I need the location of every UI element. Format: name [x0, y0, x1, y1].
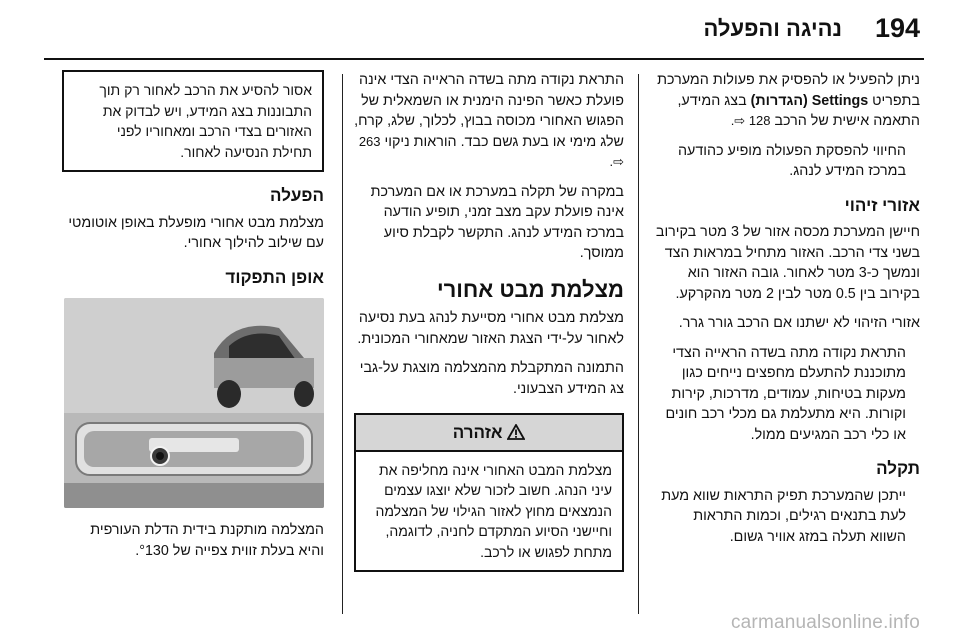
paragraph: ניתן להפעיל או להפסיק את פעולות המערכת בתפריט Settings (הגדרות) בצג המידע, התאמה אישית של הרכב 128 ⇨.	[657, 72, 920, 129]
paragraph: המצלמה מותקנת בידית הדלת העורפית והיא בעלת זווית צפייה של °130.	[90, 522, 324, 559]
paragraph: ייתכן שהמערכת תפיק התראות שווא מעת לעת בתנאים רגילים, וכמות התראות השווא תעלה במזג אוויר גשום.	[661, 487, 906, 545]
page-reference-link[interactable]: 263 ⇨.	[358, 133, 624, 169]
section-heading-detection-zones: אזורי זיהוי	[844, 195, 920, 215]
settings-term: Settings (הגדרות)	[750, 92, 869, 109]
warning-header	[356, 415, 622, 452]
paragraph: התראת נקודה מתה בשדה הראייה הצדי מתוכננת להתעלם מחפצים נייחים כגון מעקות בטיחות, עמודים, מדרכות, קירות וקורות. היא מתעלמת גם מכלי רכב חונים או כלי רכב המגיעים ממול.	[665, 344, 906, 443]
section-heading-position: אופן התפקוד	[225, 267, 324, 287]
section-heading-rear-camera: מצלמת מבט אחורי	[436, 276, 624, 302]
middle-column	[354, 70, 624, 572]
paragraph: אזורי הזיהוי לא ישתנו אם הרכב גורר גרר.	[678, 315, 920, 331]
section-heading-fault: תקלה	[876, 459, 920, 478]
header-rule	[44, 58, 924, 60]
paragraph: מצלמת מבט אחורי מסייעת לנהג בעת נסיעה לאחור על-ידי הצגת האזור שמאחורי המכונית.	[357, 310, 624, 347]
paragraph: במקרה של תקלה במערכת או אם המערכת אינה פועלת עקב מצב זמני, תופיע הודעה במרכז המידע לנהג. התקשר לקבלת סיוע ממוסך.	[370, 183, 624, 261]
page-number: 194	[874, 13, 920, 43]
paragraph: חיישן המערכת מכסה אזור של 3 מטר בקירוב בשני צדי הרכב. האזור מתחיל במראות הצד ונמשך כ-3 מטר לאחור. גובה האזור הוא בקירוב בין 0.5 מטר לבין 2 מטר מהקרקע.	[655, 224, 920, 302]
note-box: אסור להסיע את הרכב לאחור רק תוך התבוננות בצג המידע, ויש לבדוק את האזורים בצדי הרכב ומאחוריו לפני תחילת הנסיעה לאחור.	[62, 70, 324, 172]
right-column	[654, 70, 920, 556]
page-header	[0, 0, 960, 60]
paragraph: החיווי להפסקת הפעולה מופיע כהודעה במרכז המידע לנהג.	[677, 142, 906, 179]
left-column	[62, 70, 324, 570]
column-divider-right	[638, 74, 639, 614]
watermark: carmanualsonline.info	[730, 612, 920, 633]
warning-triangle-icon	[507, 424, 525, 440]
page-reference-link[interactable]: 128 ⇨.	[730, 113, 771, 128]
car-rear-illustration	[64, 298, 324, 508]
column-divider-left	[342, 74, 343, 614]
paragraph: מצלמת מבט אחורי מופעלת באופן אוטומטי עם שילוב להילוך אחורי.	[68, 214, 324, 251]
page-title: נהיגה והפעלה	[703, 16, 842, 41]
paragraph: התמונה המתקבלת מהמצלמה מוצגת על-גבי צג המידע הצבעוני.	[359, 360, 624, 397]
paragraph: התראת נקודה מתה בשדה הראייה הצדי אינה פועלת כאשר הפינה הימנית או השמאלית של הפגוש האחורי מכוסה בבוץ, לכלוך, שלג, קרח, שלג מימי או בעת גשם כבד. הוראות ניקוי 263 ⇨.	[354, 72, 624, 169]
warning-box	[354, 413, 624, 572]
warning-title: אזהרה	[452, 423, 503, 442]
section-heading-operation: הפעלה	[270, 186, 324, 205]
warning-body: מצלמת המבט האחורי אינה מחליפה את עיני הנהג. חשוב לזכור שלא יוצגו עצמים הנמצאים מחוץ לאזור הגילוי של המצלמה וחיישני הסיוע המתקדם לחניה, לדוגמה, מתחת לפגוש או לרכב.	[375, 461, 612, 560]
rear-camera-photo	[64, 298, 324, 508]
